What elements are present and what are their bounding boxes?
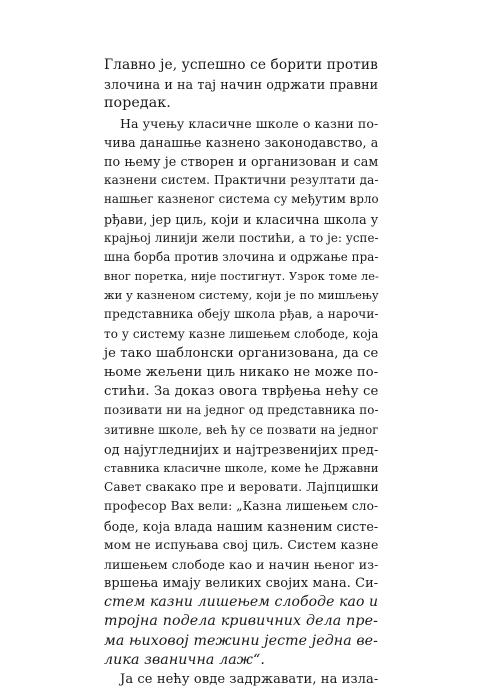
text-line: зитивне школе, већ ћу се позвати на једног xyxy=(104,422,379,437)
paragraph xyxy=(104,670,378,689)
text-line: крајњој линији жели постићи, а то је: успе- xyxy=(104,230,379,245)
paragraph xyxy=(104,56,378,114)
text-line: по њему је створен и организован и сам xyxy=(104,153,379,169)
text-line: нашњег казненог система су међутим врло xyxy=(104,192,379,207)
text-line: њоме жељени циљ никако не може по- xyxy=(104,365,379,380)
text-line: Ја се нећу овде задржавати, на изла- xyxy=(120,672,379,687)
text-line: шна борба против злочина и одржање пра- xyxy=(104,249,379,264)
text-line: Главно је, успешно се борити против xyxy=(104,57,378,73)
text-line: На учењу класичне школе о казни по- xyxy=(120,115,379,131)
text-line: рђави, јер циљ, који и класична школа у xyxy=(104,211,379,227)
text-line: казнени систем. Практични резултати да- xyxy=(104,173,379,188)
text-line: ма њиховој тежини јесте једна ве- xyxy=(104,632,379,649)
text-line: Савет свакако пре и веровати. Лајпцишки xyxy=(104,480,379,495)
body-text xyxy=(104,56,378,689)
text-line: боде, која влада нашим казненим систе- xyxy=(104,518,379,534)
text-line: жи у казненом систему, који је по мишљењу xyxy=(104,288,379,303)
text-line: тројна подела кривичних дела пре- xyxy=(104,613,378,630)
text-line: од најугледнијих и најтрезвенијих пред- xyxy=(104,441,379,457)
text-line: лика званична лаж“. xyxy=(104,651,265,668)
text-line: то у систему казне лишењем слободе, која xyxy=(104,326,379,341)
text-line: је тако шаблонски организована, да се xyxy=(104,345,379,361)
text-line: ставника класичне школе, коме ће Државни xyxy=(104,460,379,475)
text-line: лишењем слободе као и начин њеног из- xyxy=(104,556,379,572)
text-line: стем казни лишењем слободе као и xyxy=(104,594,379,611)
text-line: чива данашње казнено законодавство, а xyxy=(104,134,379,150)
text-line: поредак. xyxy=(104,95,171,112)
text-line: стићи. За доказ овога тврђења нећу се xyxy=(104,384,379,400)
text-line: вног поретка, није постигнут. Узрок томе ле- xyxy=(104,270,379,284)
text-line: злочина и на тај начин одржати правни xyxy=(104,77,379,93)
text-line: позивати ни на једног од представника по- xyxy=(104,403,379,418)
text-line: представника обеју школа рђав, а нарочи- xyxy=(104,307,379,322)
text-line: мом не испуњава свој циљ. Систем казне xyxy=(104,537,379,552)
text-line: вршења имају великих својих мана. Си- xyxy=(104,576,379,592)
text-line: професор Вах вели: „Казна лишењем сло- xyxy=(104,499,379,514)
paragraph xyxy=(104,114,378,670)
